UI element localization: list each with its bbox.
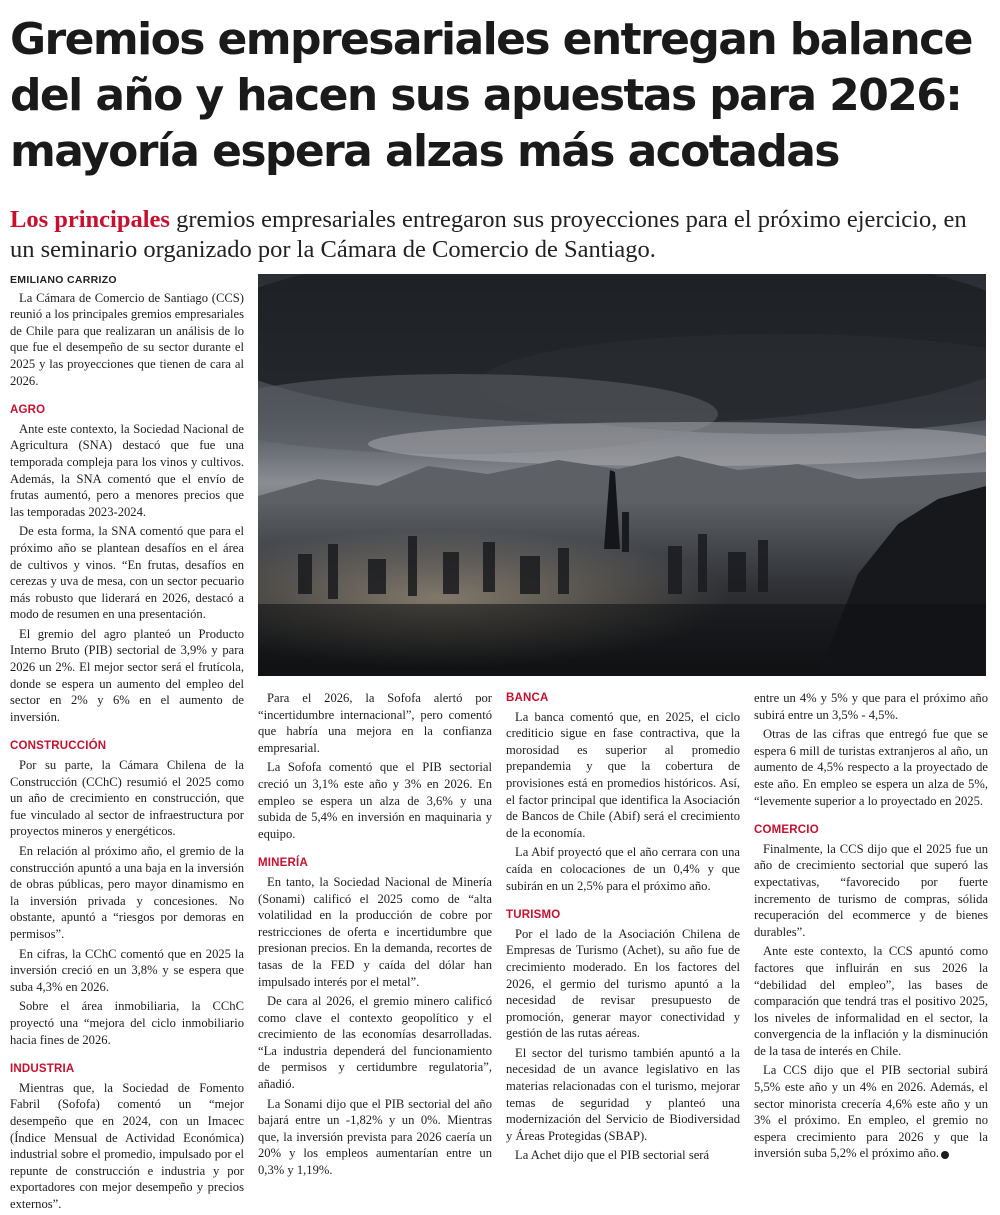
photo-illustration — [258, 274, 986, 676]
intro-paragraph: La Cámara de Comercio de Santiago (CCS) reunió a los principales gremios empresariales de Chile para que realizaran un análisis de lo que fue el desempeño de su sector durante el 2025 y las proyecciones que tienen de cara al 2026. — [10, 290, 244, 388]
headline: Gremios empresariales entregan balance del año y hacen sus apuestas para 2026: mayoría espera alzas más acotadas — [10, 14, 972, 177]
paragraph-final — [754, 1062, 988, 1162]
paragraph: En relación al próximo año, el gremio de la construcción apuntó a una baja en la inversión de obras públicas, pero mayor dinamismo en la inversión privada y concesiones. No obstante, apuntó a “riesgos por demoras en permisos”. — [10, 844, 244, 941]
paragraph: Por el lado de la Asociación Chilena de Empresas de Turismo (Achet), su año fue de crecimiento moderado. En los factores del 2026, el germio del turismo apuntó a la necesidad de revisar presupuesto de promoción, generar mayor conectividad y gestión de las rutas aéreas. — [506, 926, 740, 1041]
section-heading-agro: AGRO — [10, 404, 46, 417]
paragraph: La Sofofa comentó que el PIB sectorial creció un 3,1% este año y 3% en 2026. En empleo se espera un alza de 3,6% y una subida de 5,4% en inversión en maquinaria y equipo. — [258, 760, 492, 841]
lead-highlight: Los principales — [10, 206, 170, 233]
paragraph: El gremio del agro planteó un Producto Interno Bruto (PIB) sectorial de 3,9% y para 2026 un 2%. El mejor sector será el frutícola, donde se espera un aumento del empleo del sector en 2% y 6% en el aumento de inversión. — [10, 626, 244, 724]
article-column-2 — [258, 690, 492, 1182]
section-heading-mineria: MINERÍA — [258, 857, 308, 870]
article-column-3 — [506, 690, 740, 1167]
paragraph: Ante este contexto, la Sociedad Nacional de Agricultura (SNA) destacó que fue una temporada compleja para los vinos y cultivos. Además, la SNA comentó que el envío de frutas aumentó, pero a menores precios que las temporadas 2023-2024. — [10, 421, 244, 519]
paragraph: De cara al 2026, el gremio minero calificó como clave el contexto geopolítico y el crecimiento de las economías desarrolladas. “La industria dependerá del funcionamiento de permisos y certidumbre regulatoria”, añadió. — [258, 994, 492, 1092]
paragraph: Mientras que, la Sociedad de Fomento Fabril (Sofofa) comentó un “mejor desempeño que en 2024, con un Imacec (Índice Mensual de Actividad Económica) industrial sobre el promedio, impulsado por el repunte de construcción e industria y por exportadores con mejor desempeño y precios externos”. — [10, 1080, 244, 1211]
santiago-skyline-photo — [258, 274, 986, 676]
final-text: La CCS dijo que el PIB sectorial subirá 5,5% este año y un 4% en 2026. Además, el sector minorista crecería 4,6% este año y un 3% el próximo. En empleo, el gremio no espera crecimiento para 2026 y que la inversión suba 5,2% el próximo año. — [754, 1063, 988, 1161]
paragraph: Finalmente, la CCS dijo que el 2025 fue un año de crecimiento sectorial que superó las expectativas, “favorecido por fuerte incremento de turismo de compras, sólida recuperación del ecommerce y de bienes durables”. — [754, 841, 988, 939]
paragraph: La Sonami dijo que el PIB sectorial del año bajará entre un -1,82% y un 0%. Mientras que, la inversión prevista para 2026 caería un 20% y los empleos aumentarían entre un 0,3% y 1,19%. — [258, 1096, 492, 1178]
lead-text: gremios empresariales entregaron sus proyecciones para el próximo ejercicio, en un seminario organizado por la Cámara de Comercio de Santiago. — [10, 206, 967, 263]
section-heading-industria: INDUSTRIA — [10, 1063, 75, 1076]
paragraph: En tanto, la Sociedad Nacional de Minería (Sonami) calificó el 2025 como de “alta volatilidad en la producción de cobre por restricciones de oferta e incertidumbre que presionan precios. En la demanda, recortes de tasas de la FED y caída del dólar han impulsado interés por el metal”. — [258, 874, 492, 989]
paragraph: Por su parte, la Cámara Chilena de la Construcción (CChC) resumió el 2025 como un año de crecimiento en construcción, que fue vinculado al sector de infraestructura por proyectos mineros y energéticos. — [10, 758, 244, 839]
paragraph: De esta forma, la SNA comentó que para el próximo año se plantean desafíos en el área de cultivos y vinos. “En frutas, desafíos en cerezas y uva de mesa, con un sector pecuario más robusto que liderará en 2026, destacó a modo de resumen en una presentación. — [10, 524, 244, 622]
section-heading-turismo: TURISMO — [506, 909, 561, 922]
paragraph: Para el 2026, la Sofofa alertó por “incertidumbre internacional”, pero comentó que habría una mejora en la confianza empresarial. — [258, 691, 492, 755]
byline: EMILIANO CARRIZO — [10, 274, 117, 286]
section-heading-comercio: COMERCIO — [754, 824, 819, 837]
paragraph: La banca comentó que, en 2025, el ciclo crediticio sigue en fase contractiva, que la morosidad es superior al promedio prepandemia y que la cobertura de provisiones está en promedios históricos. Así, el factor principal que identifica la Asociación de Bancos de Chile (Abif) será el crecimiento de la economía. — [506, 709, 740, 840]
paragraph: La Abif proyectó que el año cerrara con una caída en colocaciones de un 0,4% y que subirán en un 2,5% para el próximo año. — [506, 845, 740, 893]
end-of-article-icon — [941, 1151, 949, 1159]
paragraph: En cifras, la CChC comentó que en 2025 la inversión creció en un 3,8% y se espera que suba 4,3% en 2026. — [10, 946, 244, 994]
paragraph: entre un 4% y 5% y que para el próximo año subirá entre un 3,5% - 4,5%. — [754, 691, 988, 722]
paragraph: El sector del turismo también apuntó a la necesidad de un avance legislativo en las materias relacionadas con el turismo, mejorar temas de seguridad y planteó una modernización del Servicio de Biodiversidad y Áreas Protegidas (SBAP). — [506, 1045, 740, 1143]
lead-paragraph — [10, 205, 990, 265]
paragraph: Ante este contexto, la CCS apuntó como factores que influirán en sus 2026 la “debilidad del empleo”, las bases de comparación que tendrá tras el positivo 2025, los niveles de informalidad en el sector, la convergencia de la inflación y la disminución de la tasa de interés en Chile. — [754, 944, 988, 1058]
article-column-1 — [10, 272, 244, 1215]
paragraph: Sobre el área inmobiliaria, la CChC proyectó una “mejora del ciclo inmobiliario hacia fines de 2026. — [10, 999, 244, 1047]
paragraph: Otras de las cifras que entregó fue que se espera 6 mill de turistas extranjeros al año, un aumento de 4,5% respecto a la proyectado de este año. En empleo se espera un alza de 5%, “levemente superior a lo proyectado en 2025. — [754, 727, 988, 808]
paragraph: La Achet dijo que el PIB sectorial será — [515, 1148, 710, 1163]
section-heading-banca: BANCA — [506, 692, 549, 704]
article-column-4 — [754, 690, 988, 1165]
section-heading-construccion: CONSTRUCCIÓN — [10, 740, 107, 753]
